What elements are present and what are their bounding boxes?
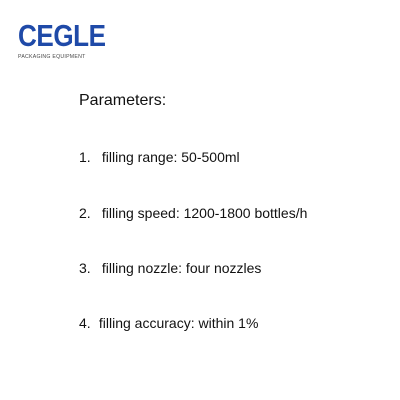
brand-logo bbox=[18, 18, 106, 60]
parameter-text: filling nozzle: four nozzles bbox=[101, 260, 262, 276]
parameter-number: 3. bbox=[79, 260, 91, 276]
parameter-item bbox=[79, 314, 258, 332]
parameter-item bbox=[79, 204, 307, 222]
logo-tagline: PACKAGING EQUIPMENT bbox=[18, 54, 86, 60]
parameter-text: filling range: 50-500ml bbox=[101, 149, 240, 165]
parameter-number: 4. bbox=[79, 315, 91, 331]
parameter-item bbox=[79, 259, 261, 277]
parameter-text: filling accuracy: within 1% bbox=[98, 315, 259, 331]
parameters-title: Parameters: bbox=[79, 92, 167, 109]
logo-wordmark: CEGLE bbox=[18, 18, 106, 53]
parameter-number: 1. bbox=[79, 149, 91, 165]
parameter-text: filling speed: 1200-1800 bottles/h bbox=[101, 205, 308, 221]
parameter-item bbox=[79, 148, 240, 166]
parameter-number: 2. bbox=[79, 205, 91, 221]
